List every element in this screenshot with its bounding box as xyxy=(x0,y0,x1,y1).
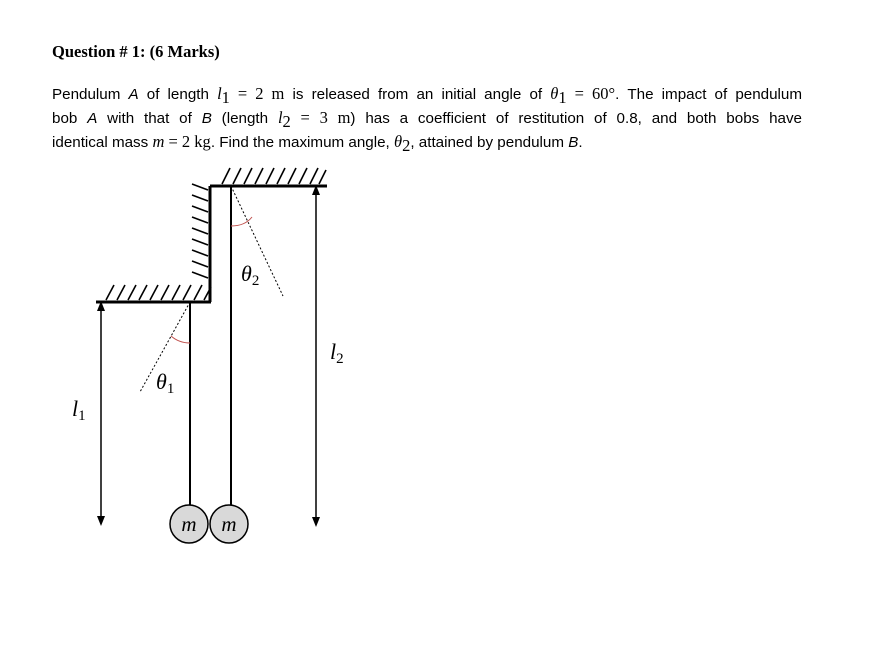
bob-a xyxy=(170,505,208,543)
vertical-wall xyxy=(192,184,210,302)
lower-ceiling xyxy=(96,285,211,302)
theta1-label: θ1 xyxy=(156,369,175,397)
question-line-3: identical mass m = 2 kg. Find the maximum angle, $\theta_2$, attained by pendulum B. xyxy=(52,132,583,156)
question-line-1: Pendulum A of length $l_1 = 2$ m is released from an initial angle of $\theta_1 = 60^\circ$. The impact of pendulum xyxy=(52,84,803,108)
l2-label: l2 xyxy=(330,339,344,367)
question-line-2: bob A with that of B (length $l_2 = 3$ m) has a coefficient of restitution of 0.8, and both bobs have xyxy=(52,108,803,132)
bob-b xyxy=(210,505,248,543)
theta1-arc xyxy=(171,336,190,343)
bob-b-mass-label: m xyxy=(221,512,237,536)
theta2-arc xyxy=(231,217,252,226)
bob-a-mass-label: m xyxy=(181,512,197,536)
question-title: Question # 1: (6 Marks) xyxy=(52,42,220,61)
l1-label: l1 xyxy=(72,396,86,424)
upper-ceiling xyxy=(210,168,327,186)
theta2-label: θ2 xyxy=(241,261,260,289)
